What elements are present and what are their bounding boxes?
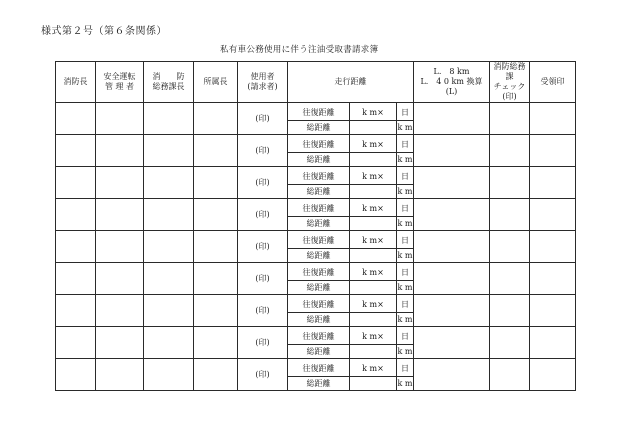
cell-roundtrip-km[interactable]: k m× <box>350 295 397 313</box>
cell-receipt-seal[interactable] <box>530 295 576 327</box>
header-conversion-line2: L. 4 0 km 換算 <box>420 77 483 86</box>
cell-user-seal[interactable] <box>238 359 288 391</box>
fuel-request-ledger-table <box>55 61 576 391</box>
cell-general-affairs-check[interactable] <box>490 295 530 327</box>
cell-total-blank[interactable] <box>350 313 397 327</box>
entry-row-roundtrip <box>56 295 576 313</box>
cell-department-head[interactable] <box>194 327 238 359</box>
entry-row-roundtrip <box>56 199 576 217</box>
seal-mark: (印) <box>255 113 270 123</box>
cell-department-head[interactable] <box>194 231 238 263</box>
cell-department-head[interactable] <box>194 103 238 135</box>
cell-roundtrip-km[interactable]: k m× <box>350 135 397 153</box>
cell-roundtrip-days[interactable]: 日 <box>397 135 414 153</box>
cell-total-label: 総距離 <box>288 377 350 391</box>
cell-fire-general-affairs-chief[interactable] <box>144 199 194 231</box>
cell-receipt-seal[interactable] <box>530 359 576 391</box>
cell-liter-conversion[interactable] <box>414 199 490 231</box>
cell-receipt-seal[interactable] <box>530 103 576 135</box>
cell-roundtrip-km[interactable]: k m× <box>350 263 397 281</box>
cell-fire-general-affairs-chief[interactable] <box>144 359 194 391</box>
cell-roundtrip-km[interactable]: k m× <box>350 359 397 377</box>
cell-fire-general-affairs-chief[interactable] <box>144 135 194 167</box>
cell-safe-driving-manager[interactable] <box>96 263 144 295</box>
entry-row-roundtrip <box>56 167 576 185</box>
cell-fire-chief[interactable] <box>56 263 96 295</box>
cell-department-head[interactable] <box>194 359 238 391</box>
cell-total-label: 総距離 <box>288 249 350 263</box>
header-user-requester <box>238 62 288 103</box>
cell-fire-chief[interactable] <box>56 135 96 167</box>
cell-roundtrip-days[interactable]: 日 <box>397 167 414 185</box>
cell-user-seal[interactable] <box>238 103 288 135</box>
cell-department-head[interactable] <box>194 295 238 327</box>
cell-liter-conversion[interactable] <box>414 167 490 199</box>
cell-fire-general-affairs-chief[interactable] <box>144 263 194 295</box>
cell-roundtrip-label: 往復距離 <box>288 167 350 185</box>
header-check-line2: チェック <box>493 82 526 91</box>
header-department-head: 所属長 <box>194 62 238 103</box>
cell-fire-chief[interactable] <box>56 199 96 231</box>
cell-user-seal[interactable] <box>238 135 288 167</box>
cell-total-blank[interactable] <box>350 121 397 135</box>
cell-total-km[interactable]: k m <box>397 345 414 359</box>
cell-general-affairs-check[interactable] <box>490 359 530 391</box>
seal-mark: (印) <box>255 145 270 155</box>
cell-roundtrip-label: 往復距離 <box>288 295 350 313</box>
cell-fire-general-affairs-chief[interactable] <box>144 327 194 359</box>
cell-roundtrip-days[interactable]: 日 <box>397 327 414 345</box>
seal-mark: (印) <box>255 337 270 347</box>
cell-user-seal[interactable] <box>238 231 288 263</box>
cell-roundtrip-days[interactable]: 日 <box>397 231 414 249</box>
cell-total-km[interactable]: k m <box>397 217 414 231</box>
header-safe-driving-line2: 管 理 者 <box>104 82 135 91</box>
seal-mark: (印) <box>255 209 270 219</box>
cell-roundtrip-label: 往復距離 <box>288 359 350 377</box>
cell-user-seal[interactable] <box>238 167 288 199</box>
cell-receipt-seal[interactable] <box>530 167 576 199</box>
header-user-line2: (請求者) <box>247 82 278 91</box>
cell-roundtrip-label: 往復距離 <box>288 263 350 281</box>
cell-roundtrip-days[interactable]: 日 <box>397 359 414 377</box>
cell-total-km[interactable]: k m <box>397 185 414 199</box>
cell-receipt-seal[interactable] <box>530 263 576 295</box>
cell-total-blank[interactable] <box>350 345 397 359</box>
cell-department-head[interactable] <box>194 167 238 199</box>
cell-roundtrip-label: 往復距離 <box>288 199 350 217</box>
cell-general-affairs-check[interactable] <box>490 135 530 167</box>
entry-row-roundtrip <box>56 327 576 345</box>
header-check-line1: 消防総務課 <box>493 62 526 81</box>
entry-row-roundtrip <box>56 359 576 377</box>
cell-total-km[interactable]: k m <box>397 313 414 327</box>
cell-safe-driving-manager[interactable] <box>96 103 144 135</box>
entry-row-roundtrip <box>56 103 576 121</box>
header-row <box>56 62 576 103</box>
cell-fire-chief[interactable] <box>56 167 96 199</box>
cell-total-blank[interactable] <box>350 281 397 295</box>
cell-total-blank[interactable] <box>350 377 397 391</box>
cell-total-label: 総距離 <box>288 121 350 135</box>
cell-liter-conversion[interactable] <box>414 231 490 263</box>
header-user-line1: 使用者 <box>250 72 275 81</box>
cell-department-head[interactable] <box>194 263 238 295</box>
cell-liter-conversion[interactable] <box>414 263 490 295</box>
seal-mark: (印) <box>255 241 270 251</box>
header-conversion-line3: (L) <box>445 87 458 96</box>
cell-total-label: 総距離 <box>288 185 350 199</box>
cell-liter-conversion[interactable] <box>414 295 490 327</box>
seal-mark: (印) <box>255 273 270 283</box>
cell-total-km[interactable]: k m <box>397 153 414 167</box>
cell-roundtrip-days[interactable]: 日 <box>397 295 414 313</box>
cell-receipt-seal[interactable] <box>530 135 576 167</box>
cell-safe-driving-manager[interactable] <box>96 359 144 391</box>
cell-user-seal[interactable] <box>238 199 288 231</box>
header-safe-driving-manager <box>96 62 144 103</box>
cell-total-label: 総距離 <box>288 345 350 359</box>
cell-total-km[interactable]: k m <box>397 121 414 135</box>
cell-general-affairs-check[interactable] <box>490 263 530 295</box>
cell-general-affairs-check[interactable] <box>490 199 530 231</box>
cell-fire-chief[interactable] <box>56 231 96 263</box>
cell-roundtrip-label: 往復距離 <box>288 103 350 121</box>
header-fire-line2: 総務課長 <box>152 82 185 91</box>
cell-department-head[interactable] <box>194 199 238 231</box>
entry-row-roundtrip <box>56 135 576 153</box>
document-title: 私有車公務使用に伴う注油受取書請求簿 <box>220 45 379 55</box>
header-check-line3: (印) <box>502 92 517 101</box>
cell-roundtrip-days[interactable]: 日 <box>397 199 414 217</box>
seal-mark: (印) <box>255 177 270 187</box>
header-fire-line1: 消 防 <box>152 72 185 81</box>
cell-roundtrip-km[interactable]: k m× <box>350 231 397 249</box>
header-general-affairs-check <box>490 62 530 103</box>
cell-liter-conversion[interactable] <box>414 103 490 135</box>
cell-roundtrip-label: 往復距離 <box>288 231 350 249</box>
cell-general-affairs-check[interactable] <box>490 327 530 359</box>
cell-general-affairs-check[interactable] <box>490 103 530 135</box>
cell-fire-general-affairs-chief[interactable] <box>144 295 194 327</box>
cell-total-blank[interactable] <box>350 249 397 263</box>
cell-liter-conversion[interactable] <box>414 359 490 391</box>
cell-safe-driving-manager[interactable] <box>96 327 144 359</box>
cell-total-label: 総距離 <box>288 313 350 327</box>
cell-roundtrip-days[interactable]: 日 <box>397 103 414 121</box>
cell-roundtrip-km[interactable]: k m× <box>350 167 397 185</box>
cell-general-affairs-check[interactable] <box>490 167 530 199</box>
cell-total-blank[interactable] <box>350 217 397 231</box>
cell-user-seal[interactable] <box>238 295 288 327</box>
cell-total-blank[interactable] <box>350 185 397 199</box>
cell-liter-conversion[interactable] <box>414 135 490 167</box>
cell-fire-general-affairs-chief[interactable] <box>144 231 194 263</box>
cell-fire-chief[interactable] <box>56 295 96 327</box>
seal-mark: (印) <box>255 369 270 379</box>
cell-fire-chief[interactable] <box>56 103 96 135</box>
header-travel-distance: 走行距離 <box>288 62 414 103</box>
cell-total-label: 総距離 <box>288 281 350 295</box>
seal-mark: (印) <box>255 305 270 315</box>
cell-roundtrip-km[interactable]: k m× <box>350 103 397 121</box>
cell-receipt-seal[interactable] <box>530 327 576 359</box>
cell-liter-conversion[interactable] <box>414 327 490 359</box>
cell-total-blank[interactable] <box>350 153 397 167</box>
header-fire-chief: 消防長 <box>56 62 96 103</box>
cell-roundtrip-km[interactable]: k m× <box>350 199 397 217</box>
header-safe-driving-line1: 安全運転 <box>103 72 136 81</box>
entry-row-roundtrip <box>56 231 576 249</box>
cell-general-affairs-check[interactable] <box>490 231 530 263</box>
entry-row-roundtrip <box>56 263 576 281</box>
cell-receipt-seal[interactable] <box>530 231 576 263</box>
cell-total-label: 総距離 <box>288 153 350 167</box>
cell-total-km[interactable]: k m <box>397 281 414 295</box>
cell-roundtrip-label: 往復距離 <box>288 327 350 345</box>
header-liter-conversion <box>414 62 490 103</box>
header-fire-general-affairs-chief <box>144 62 194 103</box>
cell-total-km[interactable]: k m <box>397 249 414 263</box>
ledger-body <box>56 103 576 391</box>
cell-safe-driving-manager[interactable] <box>96 295 144 327</box>
cell-user-seal[interactable] <box>238 327 288 359</box>
cell-roundtrip-days[interactable]: 日 <box>397 263 414 281</box>
cell-fire-general-affairs-chief[interactable] <box>144 167 194 199</box>
form-number-label: 様式第２号（第６条関係） <box>41 26 167 37</box>
cell-safe-driving-manager[interactable] <box>96 231 144 263</box>
cell-fire-chief[interactable] <box>56 327 96 359</box>
cell-receipt-seal[interactable] <box>530 199 576 231</box>
header-conversion-line1: L. 8 km <box>433 67 470 76</box>
header-receipt-seal: 受領印 <box>530 62 576 103</box>
cell-department-head[interactable] <box>194 135 238 167</box>
cell-total-label: 総距離 <box>288 217 350 231</box>
cell-safe-driving-manager[interactable] <box>96 135 144 167</box>
cell-roundtrip-km[interactable]: k m× <box>350 327 397 345</box>
cell-user-seal[interactable] <box>238 263 288 295</box>
cell-total-km[interactable]: k m <box>397 377 414 391</box>
cell-fire-general-affairs-chief[interactable] <box>144 103 194 135</box>
cell-safe-driving-manager[interactable] <box>96 167 144 199</box>
cell-roundtrip-label: 往復距離 <box>288 135 350 153</box>
cell-fire-chief[interactable] <box>56 359 96 391</box>
cell-safe-driving-manager[interactable] <box>96 199 144 231</box>
